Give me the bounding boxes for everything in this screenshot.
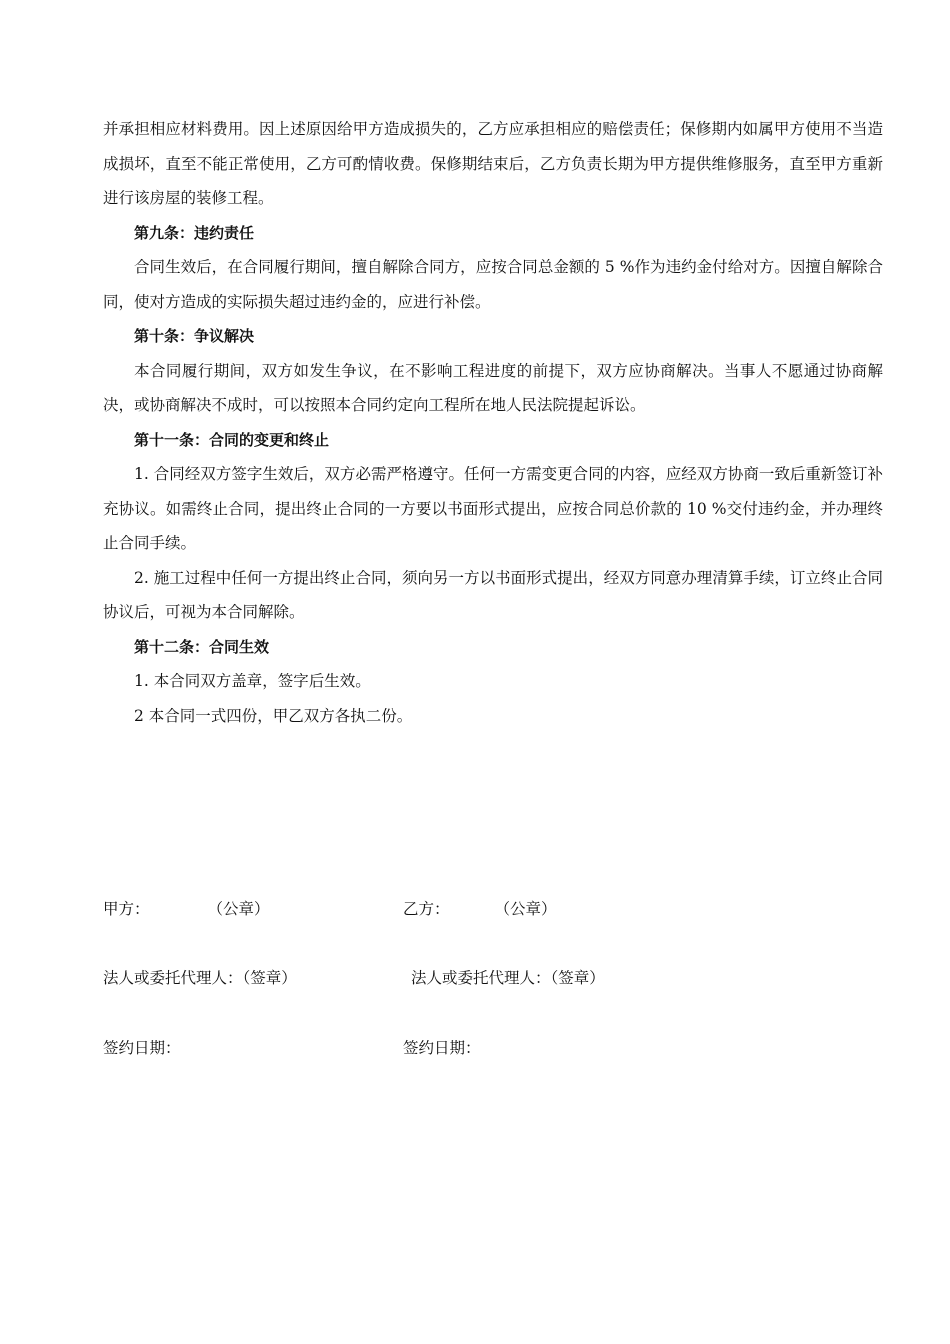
party-a-rep-line: 法人或委托代理人：（签章） (103, 969, 297, 987)
party-a-seal: （公章） (207, 900, 270, 918)
article-10-paragraph: 本合同履行期间，双方如发生争议，在不影响工程进度的前提下，双方应协商解决。当事人不愿通过协商解决，或协商解决不成时，可以按照本合同约定向工程所在地人民法院提起诉讼。 (103, 361, 883, 414)
article-11-heading: 第十一条：合同的变更和终止 (134, 430, 330, 449)
party-b-date-line: 签约日期： (403, 1039, 481, 1057)
party-b-rep-line: 法人或委托代理人：（签章） (411, 969, 605, 987)
article-9-heading: 第九条：违约责任 (134, 223, 255, 242)
article-11-item-2: 2. 施工过程中任何一方提出终止合同，须向另一方以书面形式提出，经双方同意办理清算手续，订立终止合同协议后，可视为本合同解除。 (103, 568, 883, 621)
article-12-item-1: 1. 本合同双方盖章，签字后生效。 (134, 672, 371, 690)
article-11-item-1: 1. 合同经双方签字生效后，双方必需严格遵守。任何一方需变更合同的内容，应经双方协商一致后重新签订补充协议。如需终止合同，提出终止合同的一方要以书面形式提出，应按合同总价款的 10 %交付违约金，并办理终止合同手续。 (103, 465, 883, 552)
article-12-item-2: 2 本合同一式四份，甲乙双方各执二份。 (134, 706, 413, 725)
contract-body (103, 112, 883, 733)
party-b-label: 乙方： (403, 900, 450, 918)
article-12-heading: 第十二条：合同生效 (134, 637, 270, 656)
continuation-paragraph: 并承担相应材料费用。因上述原因给甲方造成损失的，乙方应承担相应的赔偿责任；保修期内如属甲方使用不当造成损坏，直至不能正常使用，乙方可酌情收费。保修期结束后，乙方负责长期为甲方提供维修服务，直至甲方重新进行该房屋的装修工程。 (103, 120, 883, 207)
article-10-heading: 第十条：争议解决 (134, 327, 255, 345)
article-9-paragraph: 合同生效后，在合同履行期间，擅自解除合同方，应按合同总金额的 5 %作为违约金付给对方。因擅自解除合同，使对方造成的实际损失超过违约金的，应进行补偿。 (103, 258, 883, 311)
party-b-seal-line (403, 897, 557, 919)
party-a-seal-line (103, 897, 270, 919)
party-b-seal: （公章） (494, 900, 557, 918)
party-a-label: 甲方： (103, 900, 150, 918)
party-a-date-line: 签约日期： (103, 1039, 181, 1057)
